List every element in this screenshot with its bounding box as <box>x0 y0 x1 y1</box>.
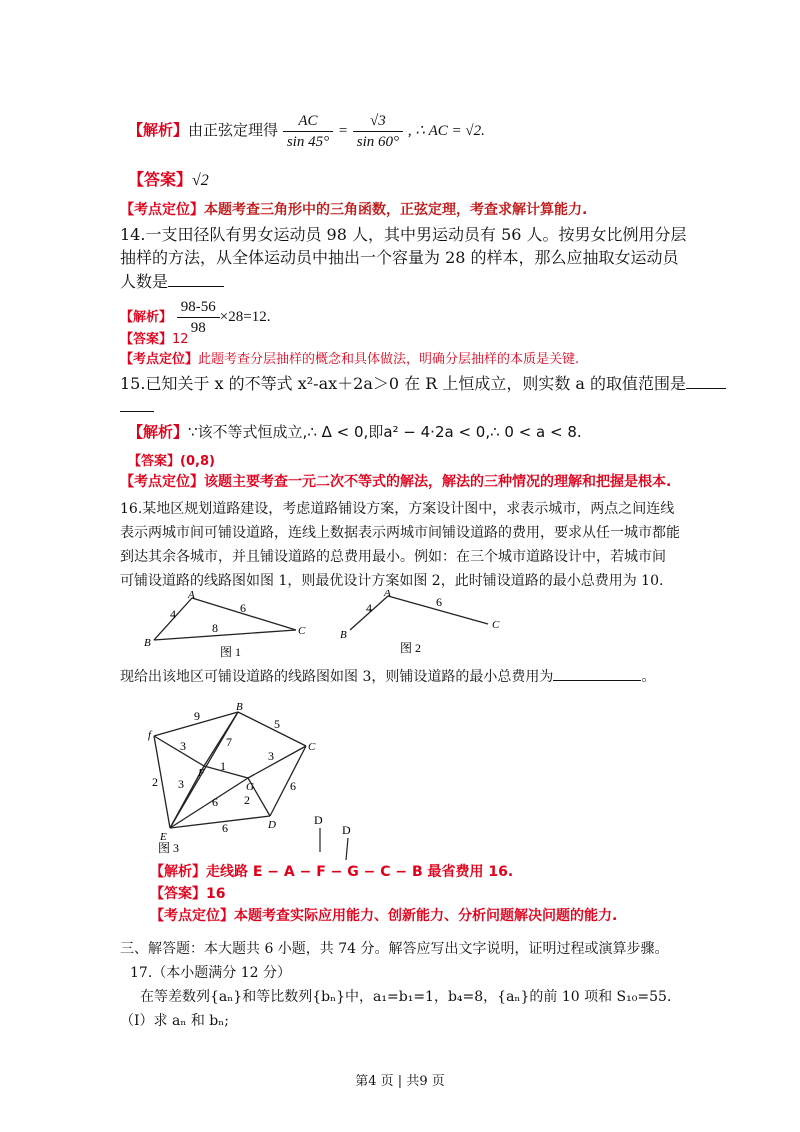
q13-answer: 【答案】√2 <box>128 170 209 189</box>
section-3-heading: 三、解答题：本大题共 6 小题，共 74 分。解答应写出文字说明，证明过程或演算步骤。 <box>120 941 669 957</box>
q16-line-5: 现给出该地区可铺设道路的线路图如图 3，则铺设道路的最小总费用为 。 <box>120 664 655 688</box>
fig1-label-A: A <box>188 590 195 601</box>
fig3-weight-FG: 1 <box>220 759 226 773</box>
fraction-ac-sin45: $\frac{AC}{\sin 45^\circ}$ <box>283 111 333 152</box>
q13-point: 【考点定位】本题考查三角形中的三角函数，正弦定理，考查求解计算能力. <box>120 202 588 218</box>
q16-point: 【考点定位】本题考查实际应用能力、创新能力、分析问题解决问题的能力. <box>150 908 618 924</box>
fig1-weight-AB: 4 <box>170 607 176 621</box>
q16-analysis: 【解析】走线路 E − A − F − G − C − B 最省费用 16. <box>150 864 514 880</box>
fig3-label-D: D <box>268 819 276 831</box>
fig3-weight-fE: 2 <box>152 775 158 789</box>
fig3-weight-GD: 2 <box>244 793 250 807</box>
q16-line-1: 16.某地区规划道路建设，考虑道路铺设方案，方案设计图中，求表示城市，两点之间连线 <box>120 501 675 517</box>
fig3-label-B: B <box>236 701 243 713</box>
q16-answer: 【答案】16 <box>150 886 226 902</box>
q15-point: 【考点定位】该题主要考查一元二次不等式的解法，解法的三种情况的理解和把握是根本. <box>120 474 672 490</box>
fig3-label-E: E <box>160 831 167 843</box>
q14-line-3: 人数是 <box>120 270 224 293</box>
q15-blank-continued <box>120 395 154 417</box>
fig2-weight-AB: 4 <box>366 601 372 615</box>
q16-line-3: 到达其余各城市，并且铺设道路的总费用最小。例如：在三个城市道路设计中，若城市间 <box>120 549 666 565</box>
conclusion: , ∴ AC = √2. <box>407 123 485 139</box>
q17-part-1: （Ⅰ）求 aₙ 和 bₙ; <box>120 1013 230 1029</box>
analysis-tag: 【解析】 <box>128 121 189 139</box>
fraction-98-56-over-98: $\frac{98-56}{98}$ <box>177 297 220 338</box>
fig2-label-C: C <box>492 619 500 631</box>
fig1-label-B: B <box>144 637 151 649</box>
page-footer: 第4 页 | 共9 页 <box>355 1074 445 1089</box>
stray-label-d-2: D <box>342 823 351 837</box>
fig2-label-A: A <box>384 590 391 599</box>
fig2-weight-AC: 6 <box>436 595 442 609</box>
fig3-weight-BF: 7 <box>226 735 232 749</box>
fig3-label-C: C <box>308 741 316 753</box>
figure-1-and-2 <box>140 590 520 660</box>
fig3-weight-fB: 9 <box>194 709 200 723</box>
fig1-caption: 图 1 <box>220 645 242 659</box>
q14-answer: 【答案】12 <box>120 332 189 347</box>
stray-label-d-1: D <box>314 813 323 827</box>
fig3-label-f: f <box>148 729 152 741</box>
q16-line-2: 表示两城市间可铺设道路，连线上数据表示两城市间铺设道路的费用，要求从任一城市都能 <box>120 525 680 541</box>
fig1-weight-AC: 6 <box>240 601 246 615</box>
q15-analysis: 【解析】∵该不等式恒成立,∴ Δ < 0,即a² − 4·2a < 0,∴ 0 < a < 8. <box>128 423 582 441</box>
q14-line-1: 14.一支田径队有男女运动员 98 人，其中男运动员有 56 人。按男女比例用分层 <box>120 225 687 244</box>
q14-analysis: 【解析】 $\frac{98-56}{98}$ ×28=12. <box>120 298 271 336</box>
fig3-label-F: F <box>198 767 205 779</box>
answer-blank <box>168 270 224 287</box>
q16-line-4: 可铺设道路的线路图如图 1，则最优设计方案如图 2，此时铺设道路的最小总费用为 10. <box>120 573 664 589</box>
q14-point: 【考点定位】此题考查分层抽样的概念和具体做法，明确分层抽样的本质是关键. <box>120 352 580 367</box>
fraction-sqrt3-sin60: $\frac{√3}{\sin 60^\circ}$ <box>353 111 403 152</box>
q14-line-2: 抽样的方法，从全体运动员中抽出一个容量为 28 的样本，那么应抽取女运动员 <box>120 248 679 267</box>
q17-text: 在等差数列{aₙ}和等比数列{bₙ}中，a₁=b₁=1，b₄=8，{aₙ}的前 10 项和 S₁₀=55. <box>140 989 672 1005</box>
fig3-weight-CD: 6 <box>290 779 296 793</box>
fig3-weight-ED: 6 <box>222 821 228 835</box>
fig3-weight-GC: 3 <box>268 749 274 763</box>
answer-blank <box>686 372 726 389</box>
fig2-label-B: B <box>340 629 347 641</box>
fig1-label-C: C <box>298 625 306 637</box>
fig3-weight-FE: 3 <box>178 777 184 791</box>
q15-answer: 【答案】(0,8) <box>128 454 215 469</box>
analysis-text: 由正弦定理得 <box>188 121 279 139</box>
fig3-weight-GE: 6 <box>212 795 218 809</box>
fig3-weight-BC: 5 <box>274 717 280 731</box>
q15-line-1: 15.已知关于 x 的不等式 x²-ax＋2a＞0 在 R 上恒成立，则实数 a 的取值范围是 <box>120 372 726 395</box>
fig1-weight-BC: 8 <box>212 621 218 635</box>
fig3-label-G: G <box>246 781 254 793</box>
q17-title: 17.（本小题满分 12 分） <box>130 965 291 981</box>
answer-blank <box>553 664 641 681</box>
fig2-caption: 图 2 <box>400 641 422 655</box>
fig3-weight-fF: 3 <box>180 739 186 753</box>
fig3-caption: 图 3 <box>158 841 180 855</box>
figure-3-edges <box>154 712 306 828</box>
